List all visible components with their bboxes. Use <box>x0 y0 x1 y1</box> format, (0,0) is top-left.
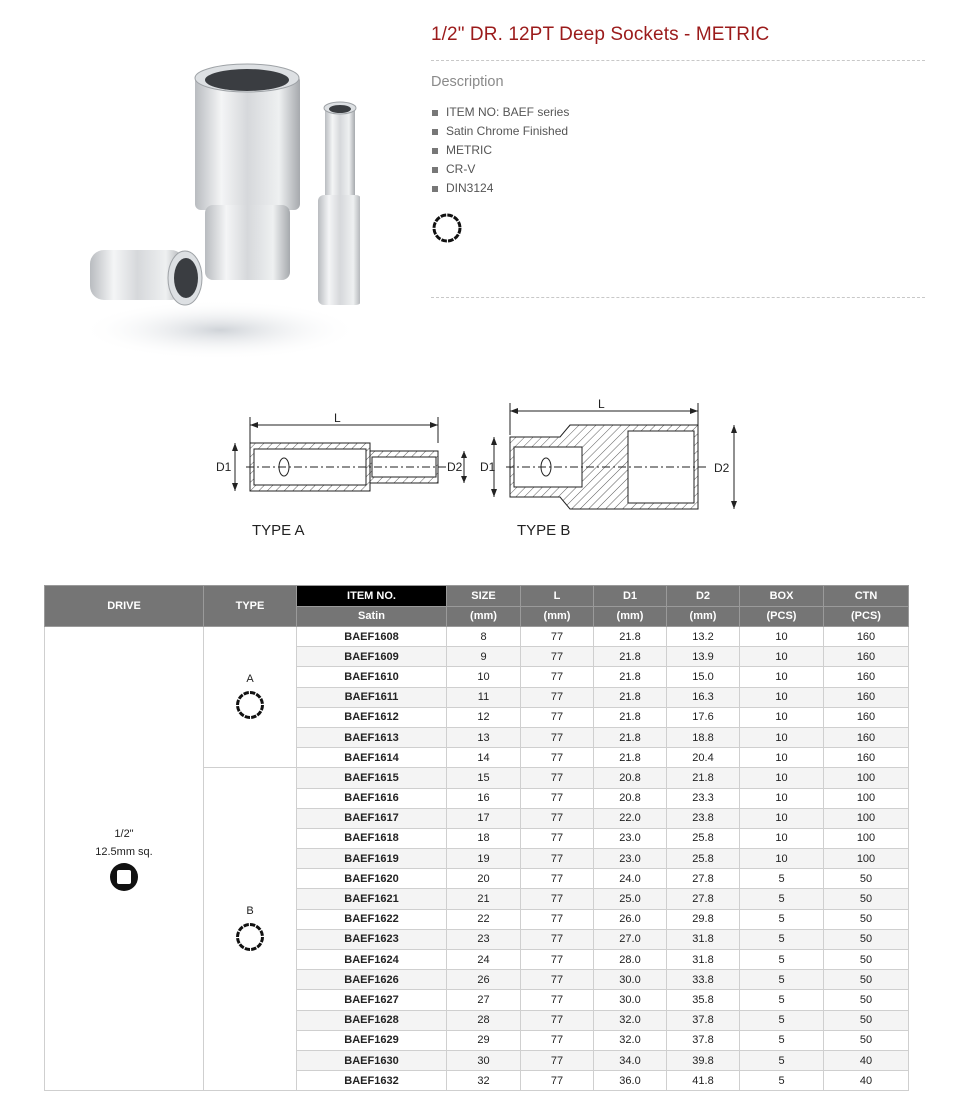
d1-cell: 20.8 <box>594 788 667 808</box>
type-a-drawing <box>216 411 467 539</box>
item-code-cell: BAEF1615 <box>297 768 447 788</box>
box-qty-cell: 5 <box>740 869 824 889</box>
d1-cell: 20.8 <box>594 768 667 788</box>
d2-cell: 25.8 <box>667 849 740 869</box>
length-cell: 77 <box>521 970 594 990</box>
ctn-qty-cell: 50 <box>824 889 909 909</box>
length-cell: 77 <box>521 909 594 929</box>
header-d1-unit: (mm) <box>594 606 667 627</box>
header-d2: D2 <box>667 586 740 607</box>
ctn-qty-cell: 50 <box>824 929 909 949</box>
type-b-drawing <box>480 397 737 539</box>
item-code-cell: BAEF1613 <box>297 727 447 747</box>
size-cell: 20 <box>447 869 521 889</box>
d2-cell: 16.3 <box>667 687 740 707</box>
dimension-d1-label: D1 <box>216 460 232 474</box>
d1-cell: 27.0 <box>594 929 667 949</box>
d2-cell: 13.2 <box>667 627 740 647</box>
box-qty-cell: 5 <box>740 950 824 970</box>
box-qty-cell: 5 <box>740 1050 824 1070</box>
d1-cell: 36.0 <box>594 1071 667 1091</box>
d1-cell: 22.0 <box>594 808 667 828</box>
square-bullet-icon <box>432 186 438 192</box>
drive-mm: 12.5mm sq. <box>95 845 153 858</box>
type-a-label: TYPE A <box>252 522 305 539</box>
item-code-cell: BAEF1618 <box>297 828 447 848</box>
length-cell: 77 <box>521 748 594 768</box>
ctn-qty-cell: 50 <box>824 1030 909 1050</box>
ctn-qty-cell: 50 <box>824 1010 909 1030</box>
size-cell: 29 <box>447 1030 521 1050</box>
box-qty-cell: 10 <box>740 707 824 727</box>
ctn-qty-cell: 100 <box>824 788 909 808</box>
square-bullet-icon <box>432 129 438 135</box>
d1-cell: 21.8 <box>594 647 667 667</box>
box-qty-cell: 5 <box>740 970 824 990</box>
header-box: BOX <box>740 586 824 607</box>
description-heading: Description <box>431 74 504 90</box>
d2-cell: 27.8 <box>667 869 740 889</box>
drive-cell <box>45 627 204 1091</box>
d2-cell: 41.8 <box>667 1071 740 1091</box>
title-divider <box>431 60 925 61</box>
header-box-unit: (PCS) <box>740 606 824 627</box>
item-code-cell: BAEF1621 <box>297 889 447 909</box>
header-d1: D1 <box>594 586 667 607</box>
box-qty-cell: 10 <box>740 788 824 808</box>
ctn-qty-cell: 160 <box>824 727 909 747</box>
d1-cell: 25.0 <box>594 889 667 909</box>
size-cell: 26 <box>447 970 521 990</box>
ctn-qty-cell: 100 <box>824 768 909 788</box>
product-photo <box>70 50 360 370</box>
length-cell: 77 <box>521 869 594 889</box>
ctn-qty-cell: 50 <box>824 950 909 970</box>
d2-cell: 15.0 <box>667 667 740 687</box>
length-cell: 77 <box>521 687 594 707</box>
box-qty-cell: 10 <box>740 667 824 687</box>
dimension-l-label: L <box>334 411 341 425</box>
12-point-socket-icon <box>234 689 266 721</box>
item-code-cell: BAEF1622 <box>297 909 447 929</box>
box-qty-cell: 5 <box>740 929 824 949</box>
length-cell: 77 <box>521 889 594 909</box>
header-type: TYPE <box>204 586 297 627</box>
item-code-cell: BAEF1620 <box>297 869 447 889</box>
ctn-qty-cell: 160 <box>824 647 909 667</box>
ctn-qty-cell: 100 <box>824 849 909 869</box>
size-cell: 10 <box>447 667 521 687</box>
d1-cell: 32.0 <box>594 1030 667 1050</box>
d2-cell: 23.3 <box>667 788 740 808</box>
d2-cell: 21.8 <box>667 768 740 788</box>
box-qty-cell: 5 <box>740 990 824 1010</box>
d1-cell: 21.8 <box>594 707 667 727</box>
item-code-cell: BAEF1609 <box>297 647 447 667</box>
d1-cell: 21.8 <box>594 687 667 707</box>
ctn-qty-cell: 160 <box>824 707 909 727</box>
d2-cell: 35.8 <box>667 990 740 1010</box>
item-code-cell: BAEF1617 <box>297 808 447 828</box>
length-cell: 77 <box>521 950 594 970</box>
item-code-cell: BAEF1612 <box>297 707 447 727</box>
d1-cell: 21.8 <box>594 727 667 747</box>
size-cell: 28 <box>447 1010 521 1030</box>
length-cell: 77 <box>521 828 594 848</box>
feature-list <box>431 103 569 198</box>
item-code-cell: BAEF1629 <box>297 1030 447 1050</box>
drive-size: 1/2" <box>114 827 134 840</box>
ctn-qty-cell: 40 <box>824 1071 909 1091</box>
item-code-cell: BAEF1610 <box>297 667 447 687</box>
length-cell: 77 <box>521 667 594 687</box>
length-cell: 77 <box>521 849 594 869</box>
d2-cell: 31.8 <box>667 950 740 970</box>
box-qty-cell: 5 <box>740 1030 824 1050</box>
length-cell: 77 <box>521 929 594 949</box>
ctn-qty-cell: 160 <box>824 667 909 687</box>
d2-cell: 20.4 <box>667 748 740 768</box>
header-l: L <box>521 586 594 607</box>
d2-cell: 23.8 <box>667 808 740 828</box>
spec-table-body <box>45 627 909 1091</box>
size-cell: 8 <box>447 627 521 647</box>
box-qty-cell: 10 <box>740 647 824 667</box>
size-cell: 30 <box>447 1050 521 1070</box>
d2-cell: 13.9 <box>667 647 740 667</box>
size-cell: 18 <box>447 828 521 848</box>
header-d2-unit: (mm) <box>667 606 740 627</box>
ctn-qty-cell: 40 <box>824 1050 909 1070</box>
box-qty-cell: 10 <box>740 627 824 647</box>
length-cell: 77 <box>521 1030 594 1050</box>
item-code-cell: BAEF1611 <box>297 687 447 707</box>
length-cell: 77 <box>521 707 594 727</box>
page-title: 1/2" DR. 12PT Deep Sockets - METRIC <box>431 24 770 45</box>
length-cell: 77 <box>521 808 594 828</box>
size-cell: 24 <box>447 950 521 970</box>
dimension-d2-label: D2 <box>447 460 463 474</box>
size-cell: 19 <box>447 849 521 869</box>
ctn-qty-cell: 50 <box>824 869 909 889</box>
size-cell: 32 <box>447 1071 521 1091</box>
size-cell: 9 <box>447 647 521 667</box>
d1-cell: 30.0 <box>594 990 667 1010</box>
feature-item: Satin Chrome Finished <box>431 122 569 141</box>
d2-cell: 27.8 <box>667 889 740 909</box>
header-drive: DRIVE <box>45 586 204 627</box>
item-code-cell: BAEF1623 <box>297 929 447 949</box>
box-qty-cell: 10 <box>740 727 824 747</box>
feature-item: METRIC <box>431 141 569 160</box>
ctn-qty-cell: 100 <box>824 828 909 848</box>
length-cell: 77 <box>521 647 594 667</box>
length-cell: 77 <box>521 627 594 647</box>
d1-cell: 28.0 <box>594 950 667 970</box>
box-qty-cell: 5 <box>740 1010 824 1030</box>
feature-item: DIN3124 <box>431 179 569 198</box>
item-code-cell: BAEF1608 <box>297 627 447 647</box>
header-ctn-unit: (PCS) <box>824 606 909 627</box>
size-cell: 23 <box>447 929 521 949</box>
header-l-unit: (mm) <box>521 606 594 627</box>
size-cell: 22 <box>447 909 521 929</box>
size-cell: 16 <box>447 788 521 808</box>
d2-cell: 17.6 <box>667 707 740 727</box>
square-bullet-icon <box>432 167 438 173</box>
ctn-qty-cell: 50 <box>824 970 909 990</box>
ctn-qty-cell: 50 <box>824 990 909 1010</box>
size-cell: 11 <box>447 687 521 707</box>
length-cell: 77 <box>521 768 594 788</box>
header-finish: Satin <box>297 606 447 627</box>
type-b-cell <box>204 768 297 1091</box>
header-ctn: CTN <box>824 586 909 607</box>
d2-cell: 29.8 <box>667 909 740 929</box>
header-size-unit: (mm) <box>447 606 521 627</box>
size-cell: 14 <box>447 748 521 768</box>
spec-table <box>44 585 909 1091</box>
d2-cell: 37.8 <box>667 1030 740 1050</box>
ctn-qty-cell: 100 <box>824 808 909 828</box>
d2-cell: 37.8 <box>667 1010 740 1030</box>
type-b-letter: B <box>246 905 254 918</box>
size-cell: 12 <box>447 707 521 727</box>
size-cell: 17 <box>447 808 521 828</box>
d1-cell: 23.0 <box>594 849 667 869</box>
item-code-cell: BAEF1614 <box>297 748 447 768</box>
size-cell: 13 <box>447 727 521 747</box>
box-qty-cell: 10 <box>740 768 824 788</box>
feature-item: CR-V <box>431 160 569 179</box>
item-code-cell: BAEF1616 <box>297 788 447 808</box>
type-a-cell <box>204 627 297 768</box>
header-size: SIZE <box>447 586 521 607</box>
box-qty-cell: 10 <box>740 828 824 848</box>
ctn-qty-cell: 160 <box>824 627 909 647</box>
item-code-cell: BAEF1632 <box>297 1071 447 1091</box>
box-qty-cell: 10 <box>740 808 824 828</box>
box-qty-cell: 10 <box>740 748 824 768</box>
item-code-cell: BAEF1627 <box>297 990 447 1010</box>
size-cell: 27 <box>447 990 521 1010</box>
item-code-cell: BAEF1619 <box>297 849 447 869</box>
square-bullet-icon <box>432 110 438 116</box>
length-cell: 77 <box>521 1010 594 1030</box>
ctn-qty-cell: 50 <box>824 909 909 929</box>
square-bullet-icon <box>432 148 438 154</box>
socket-dimension-diagram <box>210 395 750 555</box>
d1-cell: 21.8 <box>594 627 667 647</box>
dimension-d2-label-b: D2 <box>714 461 730 475</box>
d1-cell: 21.8 <box>594 748 667 768</box>
dimension-l-label-b: L <box>598 397 605 411</box>
type-a-letter: A <box>246 673 254 686</box>
d1-cell: 34.0 <box>594 1050 667 1070</box>
d2-cell: 25.8 <box>667 828 740 848</box>
d1-cell: 21.8 <box>594 667 667 687</box>
item-code-cell: BAEF1628 <box>297 1010 447 1030</box>
box-qty-cell: 5 <box>740 1071 824 1091</box>
item-code-cell: BAEF1624 <box>297 950 447 970</box>
size-cell: 15 <box>447 768 521 788</box>
table-row <box>45 627 909 647</box>
d1-cell: 24.0 <box>594 869 667 889</box>
item-code-cell: BAEF1626 <box>297 970 447 990</box>
12-point-socket-icon <box>234 921 266 953</box>
length-cell: 77 <box>521 788 594 808</box>
12-point-socket-icon <box>431 212 463 244</box>
header-item-no: ITEM NO. <box>297 586 447 607</box>
description-divider <box>431 297 925 298</box>
d2-cell: 31.8 <box>667 929 740 949</box>
box-qty-cell: 10 <box>740 849 824 869</box>
size-cell: 21 <box>447 889 521 909</box>
d1-cell: 30.0 <box>594 970 667 990</box>
item-code-cell: BAEF1630 <box>297 1050 447 1070</box>
box-qty-cell: 5 <box>740 909 824 929</box>
feature-item: ITEM NO: BAEF series <box>431 103 569 122</box>
length-cell: 77 <box>521 990 594 1010</box>
box-qty-cell: 5 <box>740 889 824 909</box>
d1-cell: 26.0 <box>594 909 667 929</box>
length-cell: 77 <box>521 1050 594 1070</box>
box-qty-cell: 10 <box>740 687 824 707</box>
square-drive-icon <box>108 861 140 893</box>
ctn-qty-cell: 160 <box>824 748 909 768</box>
d2-cell: 39.8 <box>667 1050 740 1070</box>
length-cell: 77 <box>521 1071 594 1091</box>
d2-cell: 33.8 <box>667 970 740 990</box>
d1-cell: 32.0 <box>594 1010 667 1030</box>
length-cell: 77 <box>521 727 594 747</box>
d1-cell: 23.0 <box>594 828 667 848</box>
d2-cell: 18.8 <box>667 727 740 747</box>
ctn-qty-cell: 160 <box>824 687 909 707</box>
type-b-label: TYPE B <box>517 522 571 539</box>
dimension-d1-label-b: D1 <box>480 460 496 474</box>
